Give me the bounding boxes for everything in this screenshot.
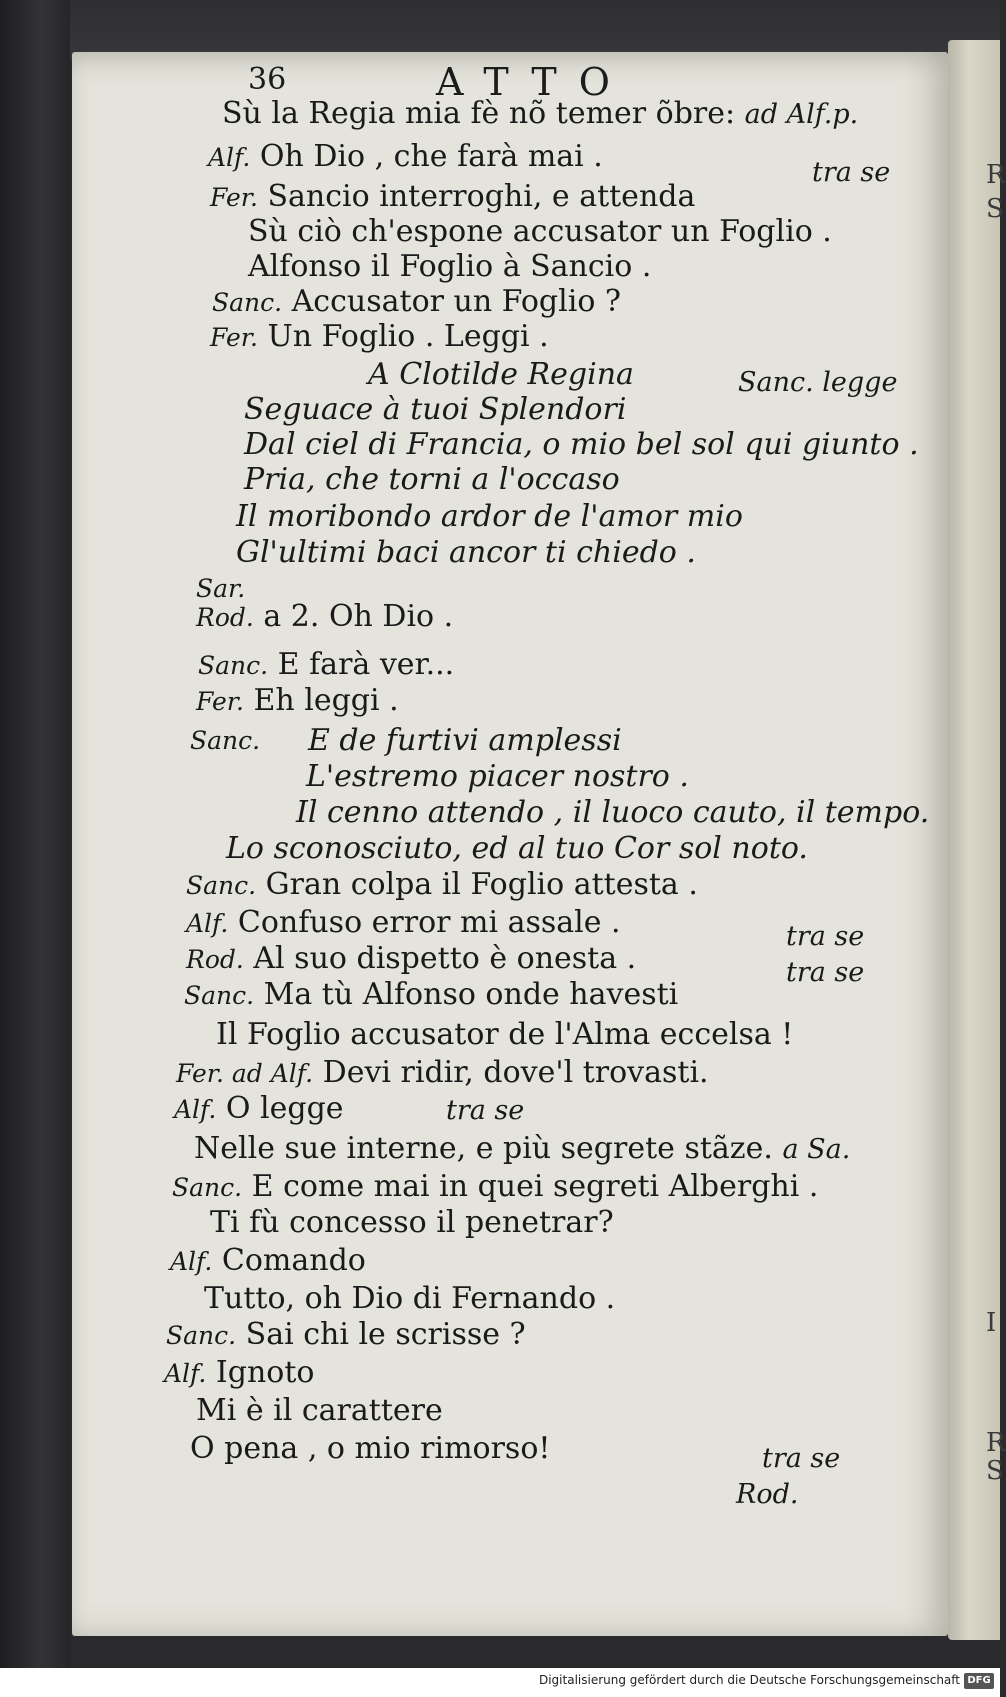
text-line [172, 1170, 818, 1205]
text-line [210, 180, 695, 215]
book-binding [0, 0, 70, 1697]
text-line [222, 97, 858, 132]
text-line [196, 684, 399, 719]
text-line [166, 1318, 526, 1353]
line-text: Eh leggi . [253, 683, 399, 718]
stage-direction: Rod. [736, 1479, 799, 1510]
line-text: Confuso error mi assale . [237, 905, 621, 940]
stage-direction: tra se [812, 157, 891, 188]
scan-background-top [0, 0, 1000, 60]
speaker-label: Rod. [186, 945, 244, 974]
letter-line: E de furtivi amplessi [308, 723, 622, 758]
stage-direction: tra se [786, 921, 865, 952]
stage-direction: tra se [762, 1443, 841, 1474]
line-text: Il Foglio accusator de l'Alma eccelsa ! [216, 1017, 794, 1052]
letter-line: L'estremo piacer nostro . [306, 759, 689, 794]
margin-letter: I [986, 1308, 997, 1338]
dfg-logo: DFG [964, 1673, 994, 1689]
stage-direction: ad Alf.p. [744, 99, 859, 130]
line-text: a 2. Oh Dio . [263, 599, 454, 634]
stage-direction: a Sa. [782, 1134, 851, 1165]
speaker-label: Alf. [186, 909, 229, 938]
line-text: E come mai in quei segreti Alberghi . [251, 1169, 819, 1204]
line-text: Ti fù concesso il penetrar? [210, 1205, 614, 1240]
margin-letter: S [986, 1456, 1004, 1486]
stage-direction: tra se [446, 1095, 525, 1126]
line-text: Sai chi le scrisse ? [245, 1317, 526, 1352]
funding-notice: Digitalisierung gefördert durch die Deutsche Forschungsgemeinschaft [538, 1673, 960, 1687]
stage-direction: Sanc. legge [738, 367, 898, 398]
text-line [164, 1356, 314, 1391]
letter-line: Pria, che torni a l'occaso [244, 462, 620, 497]
text-line [176, 1056, 709, 1091]
letter-line: Dal ciel di Francia, o mio bel sol qui giunto . [244, 427, 919, 462]
letter-line: Gl'ultimi baci ancor ti chiedo . [236, 535, 696, 570]
speaker-label: Sanc. [212, 288, 283, 317]
line-text: Oh Dio , che farà mai . [259, 139, 603, 174]
speaker-label: Rod. [196, 603, 254, 632]
speaker-label: Sanc. [184, 981, 255, 1010]
line-text: Devi ridir, dove'l trovasti. [322, 1055, 709, 1090]
text-line [216, 1018, 793, 1052]
text-line [186, 942, 636, 977]
speaker-label: Fer. ad Alf. [176, 1059, 314, 1088]
text-line [190, 1432, 550, 1466]
text-line [186, 906, 621, 941]
letter-heading: A Clotilde Regina [368, 357, 634, 392]
text-line [204, 1282, 615, 1316]
text-line [212, 285, 621, 320]
speaker-label: Alf. [208, 143, 251, 172]
text-line [196, 1394, 443, 1428]
text-line [248, 250, 651, 284]
stage-direction: tra se [786, 957, 865, 988]
text-line [186, 868, 698, 903]
line-text: Sancio interroghi, e attenda [267, 179, 696, 214]
line-text: Un Foglio . Leggi . [267, 319, 549, 354]
next-page-edge [948, 40, 1006, 1640]
text-line [196, 600, 453, 635]
margin-letter: R [986, 160, 1006, 190]
speaker-label: Sanc. [186, 871, 257, 900]
line-text: E farà ver... [277, 647, 455, 682]
speaker-label: Fer. [210, 323, 258, 352]
line-text: O pena , o mio rimorso! [190, 1431, 551, 1466]
letter-line: Il cenno attendo , il luoco cauto, il tempo. [296, 795, 930, 830]
line-text: O legge [225, 1091, 344, 1126]
running-head: ATTO [436, 60, 632, 104]
speaker-label: Alf. [170, 1247, 213, 1276]
text-line [210, 320, 549, 355]
speaker-label: Sanc. [198, 651, 269, 680]
text-line [208, 140, 603, 175]
letter-line: Lo sconosciuto, ed al tuo Cor sol noto. [226, 831, 808, 866]
speaker-label: Sanc. [172, 1173, 243, 1202]
text-line [198, 648, 454, 683]
line-text: Comando [221, 1243, 366, 1278]
line-text: Al suo dispetto è onesta . [253, 941, 637, 976]
text-line [170, 1244, 366, 1279]
speaker-label: Fer. [196, 687, 244, 716]
letter-line: Il moribondo ardor de l'amor mio [236, 499, 743, 534]
margin-letter: S [986, 194, 1004, 224]
page-number: 36 [248, 62, 287, 97]
text-line [184, 978, 678, 1013]
speaker-label: Sar. [196, 574, 246, 603]
line-text: Sù la Regia mia fè nõ temer õbre: [222, 96, 736, 131]
margin-letter: R [986, 1428, 1006, 1458]
text-line [174, 1092, 344, 1127]
line-text: Nelle sue interne, e più segrete stãze. [194, 1131, 773, 1166]
line-text: Mi è il carattere [196, 1393, 443, 1428]
speaker-label: Alf. [164, 1359, 207, 1388]
line-text: Gran colpa il Foglio attesta . [265, 867, 698, 902]
speaker-label: Sanc. [166, 1321, 237, 1350]
text-line [194, 1132, 850, 1167]
line-text: Accusator un Foglio ? [291, 284, 621, 319]
text-line [210, 1206, 614, 1240]
scan-footer [0, 1668, 1000, 1697]
speaker-label: Alf. [174, 1095, 217, 1124]
text-line [248, 215, 832, 249]
line-text: Tutto, oh Dio di Fernando . [204, 1281, 616, 1316]
speaker-label: Fer. [210, 183, 258, 212]
line-text: Ma tù Alfonso onde havesti [263, 977, 679, 1012]
line-text: Sù ciò ch'espone accusator un Foglio . [248, 214, 832, 249]
line-text: Ignoto [215, 1355, 315, 1390]
line-text: Alfonso il Foglio à Sancio . [248, 249, 652, 284]
letter-line: Seguace à tuoi Splendori [244, 392, 627, 427]
speaker-label: Sanc. [190, 726, 261, 755]
